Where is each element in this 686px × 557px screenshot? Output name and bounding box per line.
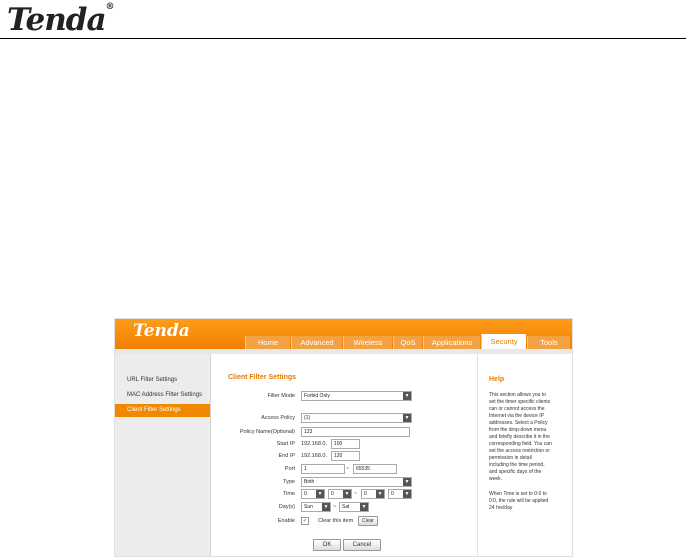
time-start-minute-select[interactable] xyxy=(328,489,352,499)
access-policy-label: Access Policy xyxy=(261,415,295,421)
chevron-down-icon: ▼ xyxy=(404,415,410,421)
enable-checkbox[interactable]: ✓ xyxy=(302,518,308,524)
time-end-minute-select[interactable] xyxy=(388,489,412,499)
header-rule xyxy=(0,38,686,39)
help-line: This section allows you to xyxy=(489,392,546,398)
access-policy-value: (1) xyxy=(304,415,311,421)
end-ip-label: End IP xyxy=(278,453,295,459)
day-to-value: Sat xyxy=(342,504,350,510)
time-label: Time xyxy=(282,491,295,497)
help-line: permission in detail xyxy=(489,455,532,461)
app-logo: Tenda xyxy=(133,321,190,341)
help-note xyxy=(489,491,569,512)
sidebar xyxy=(115,354,211,556)
tab-wireless[interactable]: Wireless xyxy=(343,336,392,349)
clear-button[interactable]: Clear xyxy=(358,516,378,526)
help-line: week. xyxy=(489,476,503,482)
tab-tools[interactable]: Tools xyxy=(527,336,570,349)
help-note-line: When Time is set to 0:0 to xyxy=(489,491,547,497)
port-label: Port xyxy=(284,466,295,472)
clear-item-label: Clear this item xyxy=(318,518,354,524)
help-line: set the timer specific clients xyxy=(489,399,551,405)
type-label: Type xyxy=(283,479,295,485)
help-line: and briefly describe it in the xyxy=(489,434,550,440)
section-title: Client Filter Settings xyxy=(228,374,297,381)
end-ip-prefix: 192.168.0. xyxy=(301,453,327,459)
policy-name-input[interactable]: 123 xyxy=(301,427,410,437)
help-line: corresponding field. You can xyxy=(489,441,552,447)
tab-home[interactable]: Home xyxy=(245,336,290,349)
day-separator: ~ xyxy=(333,504,337,510)
filter-mode-value: Forbid Only xyxy=(304,393,330,399)
help-line: addresses. Select a Policy xyxy=(489,420,548,426)
chevron-down-icon: ▼ xyxy=(323,504,329,510)
help-text xyxy=(489,392,569,483)
ok-button[interactable]: OK xyxy=(313,539,341,551)
chevron-down-icon: ▼ xyxy=(377,491,383,497)
help-line: set the access restriction or xyxy=(489,448,550,454)
main-panel xyxy=(215,354,473,556)
start-ip-input[interactable]: 100 xyxy=(331,439,360,449)
chevron-down-icon: ▼ xyxy=(317,491,323,497)
access-policy-select[interactable] xyxy=(301,413,412,423)
chevron-down-icon: ▼ xyxy=(404,393,410,399)
start-ip-prefix: 192.168.0. xyxy=(301,441,327,447)
help-line: can or cannot access the xyxy=(489,406,545,412)
help-note-line: 0:0, the rule will be applied xyxy=(489,498,549,504)
document-logo xyxy=(7,2,114,38)
help-line: and specific days of the xyxy=(489,469,542,475)
chevron-down-icon: ▼ xyxy=(404,491,410,497)
help-note-line: 24 hrs/day xyxy=(489,505,513,511)
help-line: from the drop-down menu xyxy=(489,427,547,433)
tab-applications[interactable]: Applications xyxy=(423,336,480,349)
day-from-select[interactable] xyxy=(301,502,331,512)
port-from-input[interactable]: 1 xyxy=(301,464,345,474)
sidebar-item-url-filter[interactable]: URL Filter Settings xyxy=(127,377,178,383)
help-panel xyxy=(477,354,573,556)
time-start-minute-value: 0 xyxy=(331,491,334,497)
end-ip-input[interactable]: 120 xyxy=(331,451,360,461)
policy-name-label: Policy Name(Optional) xyxy=(239,429,295,435)
chevron-down-icon: ▼ xyxy=(344,491,350,497)
days-label: Day(s) xyxy=(278,504,295,510)
registered-mark: ® xyxy=(105,2,114,12)
filter-mode-label: Filter Mode xyxy=(267,393,295,399)
time-separator: ~ xyxy=(354,491,358,497)
port-to-input[interactable]: 65535 xyxy=(353,464,397,474)
chevron-down-icon: ▼ xyxy=(361,504,367,510)
help-title: Help xyxy=(489,376,505,383)
sidebar-item-mac-filter[interactable]: MAC Address Filter Settings xyxy=(127,392,203,398)
tab-qos[interactable]: QoS xyxy=(393,336,422,349)
cancel-button[interactable]: Cancel xyxy=(343,539,381,551)
sidebar-item-client-filter[interactable]: Client Filter Settings xyxy=(115,404,210,417)
tab-security[interactable]: Security xyxy=(481,334,526,350)
port-separator: ~ xyxy=(346,466,350,472)
help-line: including the time period, xyxy=(489,462,545,468)
app-header xyxy=(115,319,572,349)
enable-label: Enable xyxy=(277,518,295,524)
document-logo-text: Tenda xyxy=(7,2,106,38)
router-ui-screenshot xyxy=(114,318,573,557)
start-ip-label: Start IP xyxy=(276,441,295,447)
filter-mode-select[interactable] xyxy=(301,391,412,401)
help-line: Internet via the device IP xyxy=(489,413,545,419)
day-from-value: Sun xyxy=(304,504,313,510)
time-start-hour-value: 0 xyxy=(304,491,307,497)
time-end-hour-select[interactable] xyxy=(361,489,385,499)
time-start-hour-select[interactable] xyxy=(301,489,325,499)
type-value: Both xyxy=(304,479,315,485)
time-end-hour-value: 0 xyxy=(364,491,367,497)
tab-advanced[interactable]: Advanced xyxy=(291,336,342,349)
time-end-minute-value: 0 xyxy=(391,491,394,497)
chevron-down-icon: ▼ xyxy=(404,479,410,485)
day-to-select[interactable] xyxy=(339,502,369,512)
type-select[interactable] xyxy=(301,477,412,487)
